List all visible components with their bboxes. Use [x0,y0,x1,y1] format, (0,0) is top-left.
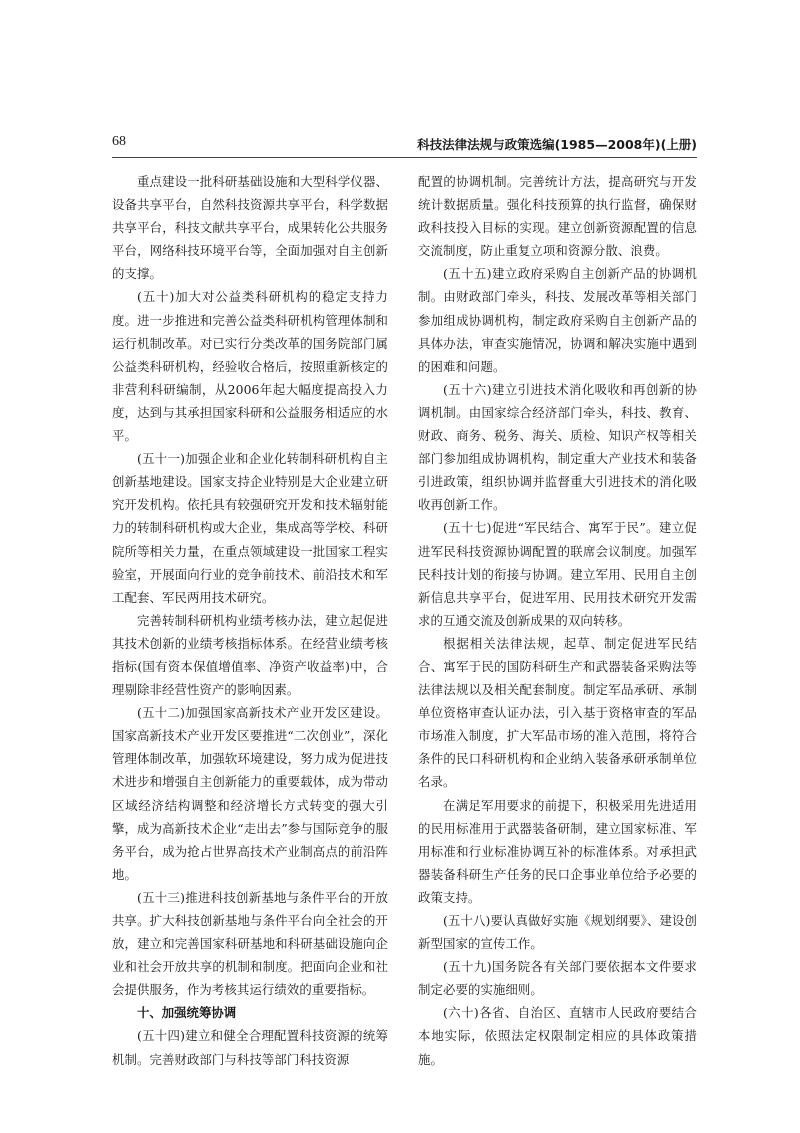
paragraph: 重点建设一批科研基础设施和大型科学仪器、设备共享平台，自然科技资源共享平台，科学数据共享平台，科技文献共享平台，成果转化公共服务平台，网络科技环境平台等，全面加强对自主创新的支撑。 [112,174,388,282]
paragraph: 在满足军用要求的前提下，积极采用先进适用的民用标准用于武器装备研制，建立国家标准、军用标准和行业标准协调互补的标准体系。对承担武器装备科研生产任务的民口企事业单位给予必要的政策支持。 [418,797,697,905]
paragraph-article-56: (五十六)建立引进技术消化吸收和再创新的协调机制。由国家综合经济部门牵头，科技、教育、财政、商务、税务、海关、质检、知识产权等相关部门参加组成协调机构，制定重大产业技术和装备引进政策，组织协调并监督重大引进技术的消化吸收再创新工作。 [418,381,697,513]
paragraph-article-58: (五十八)要认真做好实施《规划纲要》、建设创新型国家的宣传工作。 [418,913,697,952]
running-title: 科技法律法规与政策选编(1985—2008年)(上册) [417,137,697,152]
paragraph: 完善转制科研机构业绩考核办法，建立起促进其技术创新的业绩考核指标体系。在经营业绩考核指标(国有资本保值增值率、净资产收益率)中，合理剔除非经营性资产的影响因素。 [112,612,388,698]
section-heading: 十、加强统筹协调 [137,1005,237,1021]
paragraph-article-59: (五十九)国务院各有关部门要依据本文件要求制定必要的实施细则。 [418,959,697,998]
paragraph-article-51: (五十一)加强企业和企业化转制科研机构自主创新基地建设。国家支持企业特别是大企业建立研究开发机构。依托具有较强研究开发和技术辐射能力的转制科研机构或大企业，集成高等学校、科研院所等相关力量，在重点领域建设一批国家工程实验室，开展面向行业的竞争前技术、前沿技术和军工配套、军民两用技术研究。 [112,451,388,605]
paragraph-article-55: (五十五)建立政府采购自主创新产品的协调机制。由财政部门牵头，科技、发展改革等相关部门参加组成协调机构，制定政府采购自主创新产品的具体办法，审查实施情况，协调和解决实施中遇到的困难和问题。 [418,266,697,374]
paragraph: 根据相关法律法规，起草、制定促进军民结合、寓军于民的国防科研生产和武器装备采购法等法律法规以及相关配套制度。制定军品承研、承制单位资格审查认证办法，引入基于资格审查的军品市场准入制度，扩大军品市场的准入范围，将符合条件的民口科研机构和企业纳入装备承研承制单位名录。 [418,635,697,790]
paragraph-continued: 配置的协调机制。完善统计方法，提高研究与开发统计数据质量。强化科技预算的执行监督，确保财政科技投入目标的实现。建立创新资源配置的信息交流制度，防止重复立项和资源分散、浪费。 [418,174,697,259]
paragraph-article-50: (五十)加大对公益类科研机构的稳定支持力度。进一步推进和完善公益类科研机构管理体制和运行机制改革。对已实行分类改革的国务院部门属公益类科研机构，经验收合格后，按照重新核定的非营利科研编制，从2006年起大幅度提高投入力度，达到与其承担国家科研和公益服务相适应的水平。 [112,289,388,444]
paragraph-article-57: (五十七)促进“军民结合、寓军于民”。建立促进军民科技资源协调配置的联席会议制度。加强军民科技计划的衔接与协调。建立军用、民用自主创新信息共享平台，促进军用、民用技术研究开发需求的互通交流及创新成果的双向转移。 [418,520,697,628]
paragraph-article-52: (五十二)加强国家高新技术产业开发区建设。国家高新技术产业开发区要推进“二次创业”，深化管理体制改革，加强软环境建设，努力成为促进技术进步和增强自主创新能力的重要载体，成为带动区域经济结构调整和经济增长方式转变的强大引擎，成为高新技术企业“走出去”参与国际竞争的服务平台，成为抢占世界高技术产业制高点的前沿阵地。 [112,705,388,882]
right-column [418,170,697,1071]
paragraph-article-53: (五十三)推进科技创新基地与条件平台的开放共享。扩大科技创新基地与条件平台向全社会的开放，建立和完善国家科研基地和科研基础设施向企业和社会开放共享的机制和制度。把面向企业和社会提供服务，作为考核其运行绩效的重要指标。 [112,889,388,998]
page-number: 68 [112,134,126,149]
paragraph-article-54: (五十四)建立和健全合理配置科技资源的统筹机制。完善财政部门与科技等部门科技资源 [112,1028,388,1067]
paragraph-article-60: (六十)各省、自治区、直辖市人民政府要结合本地实际，依照法定权限制定相应的具体政策措施。 [418,1005,697,1067]
page-header [112,131,697,158]
left-column [112,170,388,1071]
